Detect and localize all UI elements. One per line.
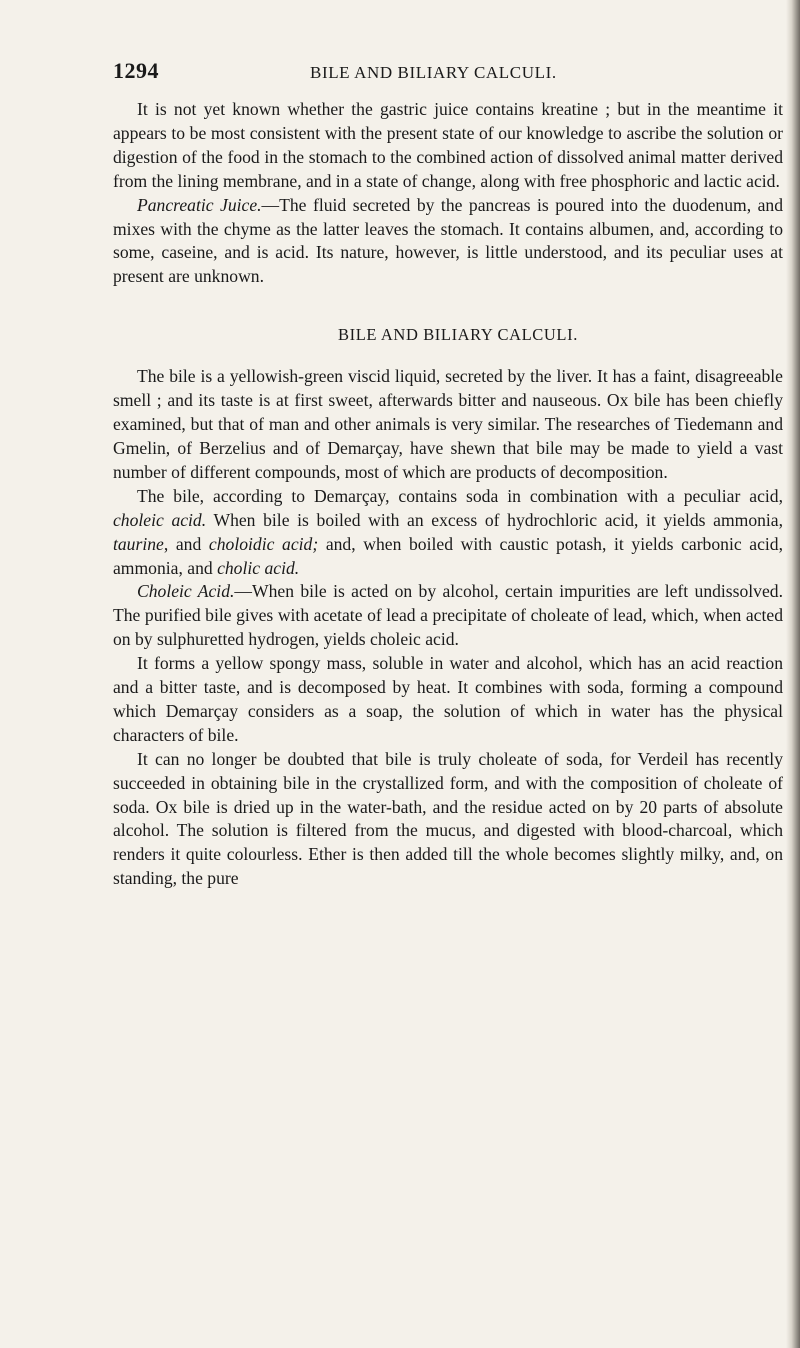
paragraph-bile-description: The bile is a yellowish-green viscid liquid, secreted by the liver. It has a faint, disagreeable smell ; and its taste is at first sweet, afterwards bitter and nauseous. Ox bile has been chiefly examined, but that of man and other animals is very similar. The researches of Tiedemann and Gmelin, of Berzelius and of Demarçay, have shewn that bile may be made to yield a vast number of different compounds, most of which are products of decomposition. [113, 366, 783, 482]
paragraph-pancreatic-juice [113, 194, 783, 290]
term-choleic-acid-heading: Choleic Acid. [137, 581, 235, 602]
body-text [113, 98, 783, 891]
term-choleic-acid: choleic acid. [113, 509, 207, 530]
paragraph-choleic-acid [113, 580, 783, 652]
book-page [113, 58, 783, 891]
paragraph-verdeil: It can no longer be doubted that bile is truly choleate of soda, for Verdeil has recently succeeded in obtaining bile in the crystallized form, and with the composition of choleate of soda. Ox bile is dried up in the water-bath, and the residue acted on by 20 parts of absolute alcohol. The solution is filtered from the mucus, and digested with blood-charcoal, which renders it quite colourless. Ether is then added till the whole becomes slightly milky, and, on standing, the pure [113, 748, 783, 889]
paragraph-choleic-acid-text: —When bile is acted on by alcohol, certain impurities are left undissolved. The purified bile gives with acetate of lead a precipitate of choleate of lead, which, when acted on by sulphuretted hydrogen, yields choleic acid. [113, 581, 783, 650]
text-segment: and, when boiled with caustic potash, it yields carbonic acid, ammonia, and [113, 533, 783, 578]
term-pancreatic-juice: Pancreatic Juice. [137, 194, 262, 215]
paragraph-gastric-juice: It is not yet known whether the gastric juice contains kreatine ; but in the meantime it appears to be most consistent with the present state of our knowledge to ascribe the solution or digestion of the food in the stomach to the combined action of dissolved animal matter derived from the lining membrane, and in a state of change, along with free phosphoric and lactic acid. [113, 99, 783, 191]
paragraph-bile-composition [113, 485, 783, 581]
text-segment: The bile, according to Demarçay, contains soda in combination with a peculiar acid, [137, 485, 783, 506]
paragraph-pancreatic-juice-text: —The fluid secreted by the pancreas is poured into the duodenum, and mixes with the chyme as the latter leaves the stomach. It contains albumen, and, according to some, caseine, and is acid. Its nature, however, is little understood, and its peculiar uses at present are unknown. [113, 194, 783, 287]
section-heading: BILE AND BILIARY CALCULI. [338, 325, 578, 345]
running-title: BILE AND BILIARY CALCULI. [310, 63, 557, 82]
text-segment: When bile is boiled with an excess of hydrochloric acid, it yields ammonia, [206, 509, 784, 530]
term-taurine: taurine [113, 533, 164, 554]
paragraph-choleic-properties: It forms a yellow spongy mass, soluble in water and alcohol, which has an acid reaction and a bitter taste, and is decomposed by heat. It combines with soda, forming a compound which Demarçay considers as a soap, the solution of which in water has the physical characters of bile. [113, 653, 783, 745]
term-choloidic-acid: choloidic acid; [208, 533, 319, 554]
term-cholic-acid: cholic acid. [217, 557, 300, 578]
text-segment: , and [163, 533, 209, 554]
running-head [113, 58, 783, 98]
page-edge-shadow [786, 0, 800, 1348]
page-number: 1294 [113, 58, 159, 83]
